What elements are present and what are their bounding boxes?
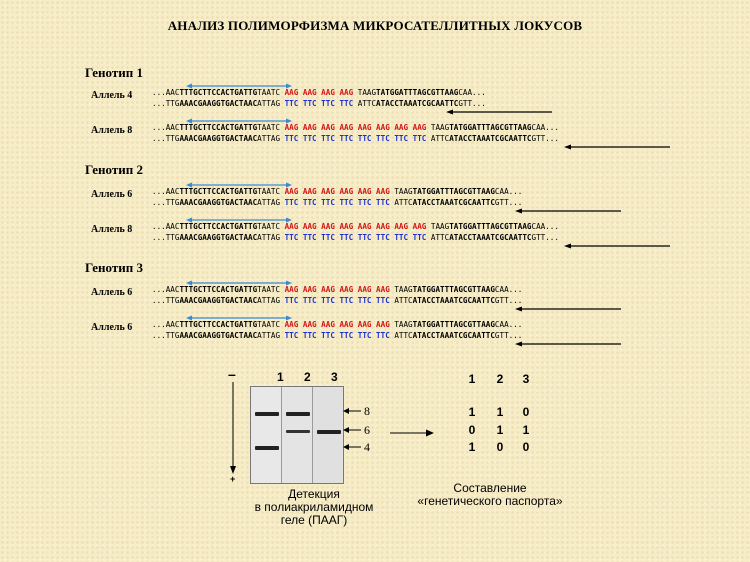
primer-segment: ATACCTAAATCGCAATTC — [449, 134, 532, 143]
migration-direction-arrow — [229, 382, 237, 474]
sequence-bottom-strand — [152, 232, 559, 243]
lane-number: 1 — [277, 370, 284, 384]
primer-segment: TTTGCTTCCACTGATTG — [179, 285, 258, 294]
passport-caption-line: Составление — [453, 481, 527, 495]
forward-primer-arrow — [186, 216, 292, 224]
passport-caption-line: «генетического паспорта» — [417, 494, 563, 508]
lane-number: 2 — [304, 370, 311, 384]
flank-segment: TAAG — [426, 123, 450, 132]
gel-caption-line: Детекция — [288, 487, 340, 501]
flank-segment: ATTC — [353, 99, 377, 108]
gel-band — [255, 412, 279, 416]
marker-arrow — [343, 407, 361, 415]
flank-segment: CAA... — [531, 123, 559, 132]
primer-segment: ATACCTAAATCGCAATTC — [412, 198, 495, 207]
flank-segment: ...AAC — [152, 123, 180, 132]
primer-segment: AAACGAAGGTGACTAAC — [179, 134, 258, 143]
flank-segment: TAAG — [389, 320, 413, 329]
flank-segment: ...AAC — [152, 88, 180, 97]
gel-caption — [234, 488, 394, 527]
repeat-complement-segment: TTC TTC TTC TTC TTC TTC TTC TTC — [284, 233, 427, 242]
reverse-primer-arrow — [515, 340, 621, 348]
matrix-header: 2 — [496, 372, 504, 386]
flank-segment: GTT... — [531, 233, 559, 242]
flank-segment: TAATC — [257, 123, 285, 132]
reverse-primer-arrow — [564, 143, 670, 151]
flank-segment: CAA... — [531, 222, 559, 231]
gel-caption-line: в полиакриламидном — [254, 500, 374, 514]
allele-label: Аллель 4 — [91, 90, 133, 101]
gel-lane-1 — [251, 387, 282, 483]
flank-segment: ...TTG — [152, 99, 180, 108]
primer-segment: ATACCTAAATCGCAATTC — [376, 99, 459, 108]
repeat-segment: AAG AAG AAG AAG AAG AAG — [284, 285, 390, 294]
flank-segment: ...AAC — [152, 320, 180, 329]
reverse-primer-arrow — [515, 207, 621, 215]
lane-number: 3 — [331, 370, 338, 384]
flank-segment: ATTC — [389, 331, 413, 340]
primer-segment: TATGGATTTAGCGTTAAG — [412, 320, 495, 329]
repeat-complement-segment: TTC TTC TTC TTC TTC TTC — [284, 198, 390, 207]
primer-segment: TTTGCTTCCACTGATTG — [179, 88, 258, 97]
page-title: АНАЛИЗ ПОЛИМОРФИЗМА МИКРОСАТЕЛЛИТНЫХ ЛОКУСОВ — [167, 18, 583, 33]
sequence-bottom-strand — [152, 98, 486, 109]
gel-lane-2 — [282, 387, 313, 483]
gel-band — [286, 430, 310, 433]
flank-segment: ...TTG — [152, 233, 180, 242]
primer-segment: TATGGATTTAGCGTTAAG — [449, 123, 532, 132]
primer-segment: TATGGATTTAGCGTTAAG — [449, 222, 532, 231]
gel-band — [255, 446, 279, 450]
repeat-complement-segment: TTC TTC TTC TTC TTC TTC TTC TTC — [284, 134, 427, 143]
primer-segment: TATGGATTTAGCGTTAAG — [412, 285, 495, 294]
primer-segment: TATGGATTTAGCGTTAAG — [412, 187, 495, 196]
forward-primer-arrow — [186, 314, 292, 322]
repeat-segment: AAG AAG AAG AAG AAG AAG AAG AAG — [284, 123, 427, 132]
primer-segment: TTTGCTTCCACTGATTG — [179, 123, 258, 132]
flank-segment: ATTAG — [257, 233, 285, 242]
reverse-primer-arrow — [564, 242, 670, 250]
flank-segment: ...TTG — [152, 331, 180, 340]
allele-label: Аллель 8 — [91, 224, 133, 235]
flank-segment: ATTAG — [257, 331, 285, 340]
forward-primer-arrow — [186, 117, 292, 125]
allele-label: Аллель 6 — [91, 189, 133, 200]
matrix-cell: 1 — [522, 423, 530, 437]
flank-segment: ATTAG — [257, 134, 285, 143]
primer-segment: AAACGAAGGTGACTAAC — [179, 99, 258, 108]
flank-segment: TAATC — [257, 222, 285, 231]
process-arrow — [390, 428, 434, 438]
flank-segment: ...TTG — [152, 198, 180, 207]
flank-segment: TAAG — [426, 222, 450, 231]
sequence-bottom-strand — [152, 330, 522, 341]
matrix-cell: 1 — [468, 440, 476, 454]
flank-segment: TAAG — [389, 285, 413, 294]
primer-segment: TTTGCTTCCACTGATTG — [179, 222, 258, 231]
reverse-primer-arrow — [446, 108, 552, 116]
primer-segment: TTTGCTTCCACTGATTG — [179, 320, 258, 329]
marker-arrow — [343, 426, 361, 434]
flank-segment: ATTC — [389, 296, 413, 305]
matrix-cell: 0 — [522, 440, 530, 454]
flank-segment: GTT... — [494, 198, 523, 207]
primer-segment: ATACCTAAATCGCAATTC — [412, 296, 495, 305]
passport-caption — [400, 482, 580, 508]
marker-label: 8 — [364, 404, 370, 418]
primer-segment: AAACGAAGGTGACTAAC — [179, 296, 258, 305]
gel-band — [286, 412, 310, 416]
primer-segment: AAACGAAGGTGACTAAC — [179, 233, 258, 242]
primer-segment: TATGGATTTAGCGTTAAG — [376, 88, 459, 97]
flank-segment: CAA... — [494, 285, 523, 294]
matrix-cell: 0 — [522, 405, 530, 419]
forward-primer-arrow — [186, 82, 292, 90]
flank-segment: GTT... — [458, 99, 486, 108]
flank-segment: CAA... — [494, 320, 523, 329]
sequence-bottom-strand — [152, 295, 522, 306]
reverse-primer-arrow — [515, 305, 621, 313]
flank-segment: ATTAG — [257, 296, 285, 305]
genotype-3-label: Генотип 3 — [85, 260, 143, 275]
marker-arrow — [343, 443, 361, 451]
marker-label: 6 — [364, 423, 370, 437]
gel-minus-sign: – — [228, 366, 236, 382]
sequence-bottom-strand — [152, 197, 522, 208]
flank-segment: ...AAC — [152, 285, 180, 294]
repeat-segment: AAG AAG AAG AAG AAG AAG — [284, 187, 390, 196]
flank-segment: TAATC — [257, 285, 285, 294]
flank-segment: ATTAG — [257, 99, 285, 108]
genotype-2-label: Генотип 2 — [85, 162, 143, 177]
repeat-complement-segment: TTC TTC TTC TTC TTC TTC — [284, 296, 390, 305]
matrix-cell: 0 — [468, 423, 476, 437]
matrix-cell: 1 — [496, 423, 504, 437]
repeat-complement-segment: TTC TTC TTC TTC — [284, 99, 354, 108]
flank-segment: TAAG — [353, 88, 377, 97]
flank-segment: TAATC — [257, 88, 285, 97]
flank-segment: ...AAC — [152, 222, 180, 231]
flank-segment: GTT... — [494, 331, 523, 340]
matrix-cell: 1 — [496, 405, 504, 419]
matrix-header: 3 — [522, 372, 530, 386]
primer-segment: ATACCTAAATCGCAATTC — [412, 331, 495, 340]
allele-label: Аллель 8 — [91, 125, 133, 136]
primer-segment: TTTGCTTCCACTGATTG — [179, 187, 258, 196]
matrix-header: 1 — [468, 372, 476, 386]
primer-segment: AAACGAAGGTGACTAAC — [179, 331, 258, 340]
flank-segment: TAATC — [257, 320, 285, 329]
flank-segment: TAATC — [257, 187, 285, 196]
gel-caption-line: геле (ПААГ) — [280, 513, 348, 527]
genotype-1-label: Генотип 1 — [85, 65, 143, 80]
flank-segment: ...TTG — [152, 296, 180, 305]
gel-band — [317, 430, 341, 434]
gel-lane-3 — [313, 387, 343, 483]
repeat-segment: AAG AAG AAG AAG — [284, 88, 354, 97]
gel-plus-sign: + — [230, 474, 236, 484]
flank-segment: ...AAC — [152, 187, 180, 196]
forward-primer-arrow — [186, 181, 292, 189]
allele-label: Аллель 6 — [91, 322, 133, 333]
flank-segment: CAA... — [494, 187, 523, 196]
forward-primer-arrow — [186, 279, 292, 287]
repeat-complement-segment: TTC TTC TTC TTC TTC TTC — [284, 331, 390, 340]
repeat-segment: AAG AAG AAG AAG AAG AAG AAG AAG — [284, 222, 427, 231]
matrix-cell: 0 — [496, 440, 504, 454]
sequence-bottom-strand — [152, 133, 559, 144]
flank-segment: ATTC — [389, 198, 413, 207]
flank-segment: ATTC — [426, 134, 450, 143]
flank-segment: ...TTG — [152, 134, 180, 143]
primer-segment: AAACGAAGGTGACTAAC — [179, 198, 258, 207]
allele-label: Аллель 6 — [91, 287, 133, 298]
matrix-cell: 1 — [468, 405, 476, 419]
gel-image — [250, 386, 344, 484]
flank-segment: ATTC — [426, 233, 450, 242]
flank-segment: TAAG — [389, 187, 413, 196]
marker-label: 4 — [364, 440, 370, 454]
repeat-segment: AAG AAG AAG AAG AAG AAG — [284, 320, 390, 329]
flank-segment: CAA... — [458, 88, 486, 97]
flank-segment: ATTAG — [257, 198, 285, 207]
flank-segment: GTT... — [531, 134, 559, 143]
primer-segment: ATACCTAAATCGCAATTC — [449, 233, 532, 242]
flank-segment: GTT... — [494, 296, 523, 305]
